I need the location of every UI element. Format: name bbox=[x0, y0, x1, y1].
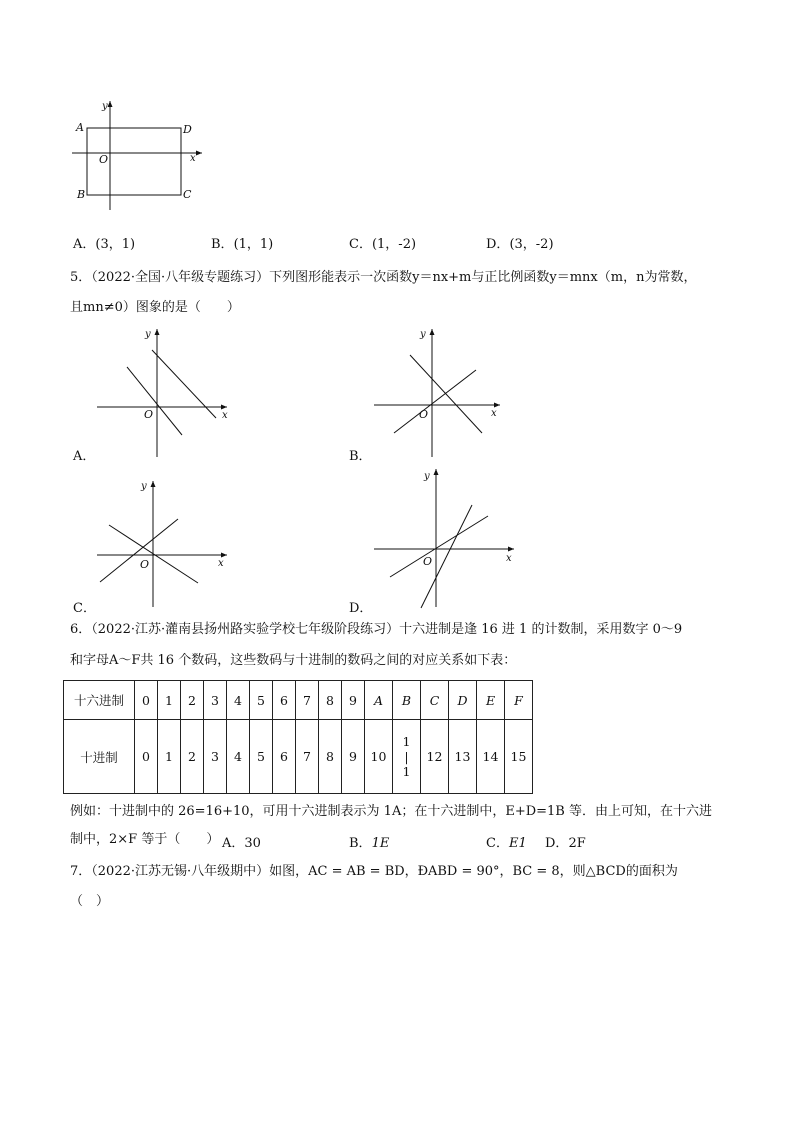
q5-graph-d bbox=[370, 465, 520, 610]
q6-option-c: C．E1 bbox=[486, 836, 527, 851]
q5-graph-c bbox=[95, 475, 235, 610]
q7-stem-line2: （ ） bbox=[70, 894, 110, 909]
q4-label-B: B bbox=[77, 188, 86, 201]
q5-option-d: D． bbox=[349, 601, 373, 616]
q4-label-x: x bbox=[190, 153, 196, 164]
svg-text:x: x bbox=[222, 410, 228, 421]
q4-label-C: C bbox=[183, 188, 192, 201]
svg-text:y: y bbox=[141, 481, 147, 492]
q4-option-a: A．(3，1) bbox=[73, 237, 136, 252]
q5-option-c: C． bbox=[73, 601, 96, 616]
q4-label-y: y bbox=[102, 101, 108, 112]
q5-graph-a bbox=[95, 325, 235, 460]
svg-text:x: x bbox=[506, 553, 512, 564]
q4-label-D: D bbox=[183, 123, 192, 136]
svg-text:y: y bbox=[420, 329, 426, 340]
svg-text:O: O bbox=[419, 408, 429, 421]
svg-text:O: O bbox=[140, 558, 150, 571]
q6-option-d: D．2F bbox=[545, 836, 586, 851]
q5-graph-b bbox=[370, 325, 510, 460]
hex-decimal-table bbox=[63, 680, 533, 794]
svg-text:x: x bbox=[218, 558, 224, 569]
q6-example-line1: 例如：十进制中的 26=16+10，可用十六进制表示为 1A；在十六进制中，E+D=1B 等．由上可知，在十六进 bbox=[70, 804, 712, 819]
table-header-hex: 十六进制 bbox=[64, 681, 135, 720]
q4-option-b: B．(1，1) bbox=[211, 237, 274, 252]
table-row-hex: 十六进制 0 1 2 3 4 5 6 7 8 9 A B C D E F bbox=[64, 681, 533, 720]
q5-stem-line1: 5．（2022·全国·八年级专题练习）下列图形能表示一次函数y＝nx+m与正比例函数y＝mnx（m，n为常数， bbox=[70, 270, 697, 285]
svg-text:O: O bbox=[144, 408, 154, 421]
q5-option-a: A． bbox=[73, 449, 96, 464]
svg-text:y: y bbox=[145, 329, 151, 340]
q6-example-line2: 制中，2×F 等于（ ） bbox=[70, 832, 220, 847]
q6-option-b: B．1E bbox=[349, 836, 390, 851]
q6-option-a: A．30 bbox=[222, 836, 261, 851]
q6-stem-line2: 和字母A～F共 16 个数码，这些数码与十进制的数码之间的对应关系如下表： bbox=[70, 653, 517, 668]
q7-stem-line1: 7．（2022·江苏无锡·八年级期中）如图，AC = AB = BD，ÐABD = 90°，BC = 8，则△BCD的面积为 bbox=[70, 864, 678, 879]
table-header-decimal: 十进制 bbox=[64, 720, 135, 794]
table-row-decimal: 十进制 0 1 2 3 4 5 6 7 8 9 10 1 | 1 12 13 14 15 bbox=[64, 720, 533, 794]
q5-stem-line2: 且mn≠0）图象的是（ ） bbox=[70, 300, 240, 315]
svg-text:O: O bbox=[423, 555, 433, 568]
svg-text:x: x bbox=[491, 408, 497, 419]
q4-label-O: O bbox=[99, 153, 109, 166]
q4-option-d: D．(3，-2) bbox=[486, 237, 554, 252]
q4-option-c: C．(1，-2) bbox=[349, 237, 417, 252]
q5-option-b: B． bbox=[349, 449, 372, 464]
q6-stem-line1: 6．（2022·江苏·灌南县扬州路实验学校七年级阶段练习）十六进制是逢 16 进 1 的计数制，采用数字 0～9 bbox=[70, 622, 683, 637]
svg-text:y: y bbox=[424, 471, 430, 482]
q4-label-A: A bbox=[76, 121, 84, 134]
q4-figure bbox=[60, 95, 210, 220]
